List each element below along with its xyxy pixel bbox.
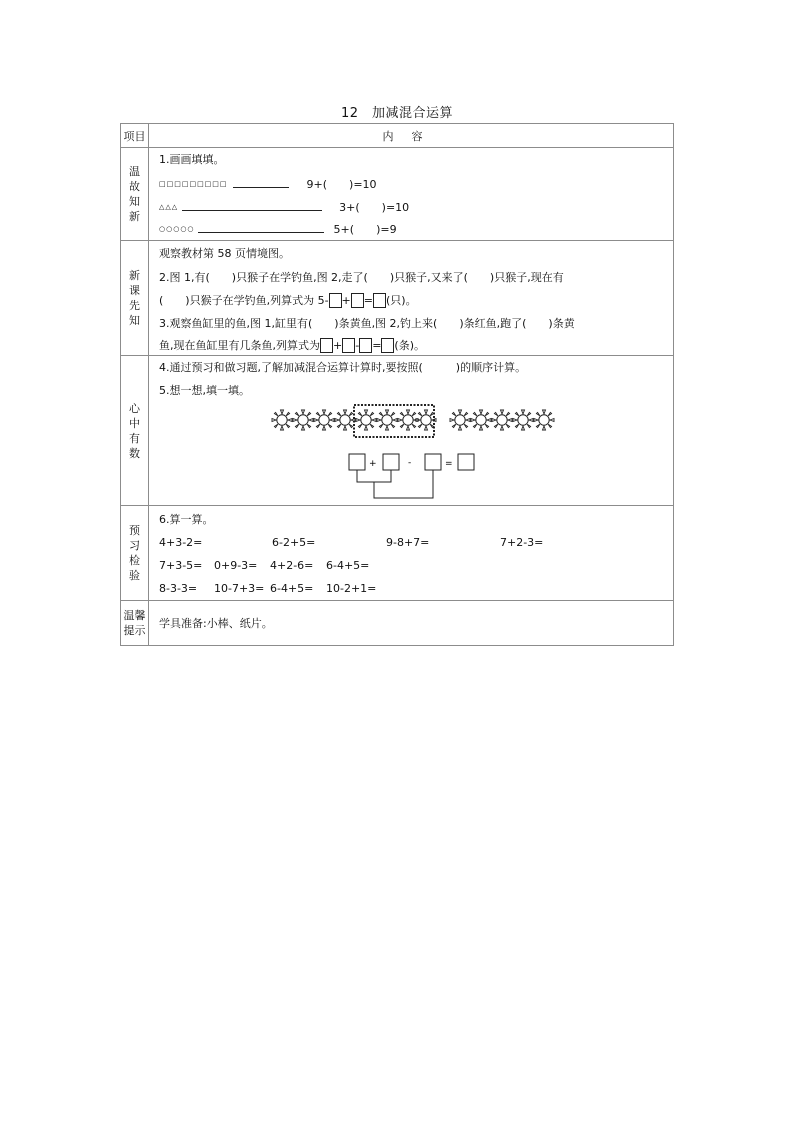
answer-blank-2[interactable] xyxy=(182,199,322,211)
answer-blank-1[interactable] xyxy=(233,176,289,188)
page-title: 12 加减混合运算 xyxy=(340,106,454,121)
sun-group-right xyxy=(450,410,554,430)
minus-sign: - xyxy=(408,458,412,468)
exercise-item: 4+3-2= xyxy=(159,536,203,549)
tip-text: 学具准备:小棒、纸片。 xyxy=(159,617,273,630)
plus-sign: + xyxy=(369,459,377,469)
mind-line-1: 4.通过预习和做习题,了解加减混合运算计算时,要按照( )的顺序计算。 xyxy=(159,361,527,374)
equals-sign: = xyxy=(372,339,382,352)
new-line-1: 观察教材第 58 页情境图。 xyxy=(159,247,290,260)
mind-line-2: 5.想一想,填一填。 xyxy=(159,384,250,397)
sun-icon xyxy=(450,410,470,430)
lesson-table xyxy=(120,123,674,646)
unit-text: (条)。 xyxy=(394,339,426,352)
equation-3-end: )=9 xyxy=(376,223,397,236)
circle-symbols: ○○○○○ xyxy=(159,225,195,233)
sun-icon xyxy=(314,410,334,430)
sun-icon xyxy=(416,410,436,430)
new-lesson-row xyxy=(121,241,673,356)
exercise-item: 10-2+1= xyxy=(326,582,377,595)
plus-sign: + xyxy=(333,339,343,352)
minus-sign: - xyxy=(355,339,360,352)
sun-icon xyxy=(398,410,418,430)
sun-icon xyxy=(513,410,533,430)
new-line-5 xyxy=(159,338,425,353)
exercise-item: 9-8+7= xyxy=(386,536,430,549)
exercise-item: 10-7+3= xyxy=(214,582,265,595)
check-label: 预习检验 xyxy=(129,524,140,582)
plus-sign: + xyxy=(341,294,351,307)
sun-icon xyxy=(335,410,355,430)
new-line-5-text: 鱼,现在鱼缸里有几条鱼,列算式为 xyxy=(159,339,320,352)
answer-box[interactable] xyxy=(359,338,372,353)
header-item-label: 项目 xyxy=(123,129,146,143)
sun-group-middle xyxy=(356,410,436,430)
sun-icon xyxy=(293,410,313,430)
review-row-3 xyxy=(159,221,397,237)
sun-icon xyxy=(534,410,554,430)
square-symbols: □□□□□□□□□ xyxy=(159,180,228,188)
equation-diagram xyxy=(345,452,485,504)
check-heading: 6.算一算。 xyxy=(159,513,214,526)
check-row xyxy=(121,506,673,601)
mind-label: 心中有数 xyxy=(129,401,140,460)
tip-row xyxy=(121,601,673,645)
exercise-item: 6-4+5= xyxy=(270,582,314,595)
exercise-item: 8-3-3= xyxy=(159,582,198,595)
triangle-symbols: △△△ xyxy=(159,203,179,211)
answer-box xyxy=(349,454,365,470)
sun-icon xyxy=(471,410,491,430)
sun-icon xyxy=(272,410,292,430)
exercise-item: 4+2-6= xyxy=(270,559,314,572)
equation-3-start: 5+( xyxy=(333,223,355,236)
new-line-4: 3.观察鱼缸里的鱼,图 1,缸里有( )条黄鱼,图 2,钓上来( )条红鱼,跑了( )条黄 xyxy=(159,317,575,330)
equation-2-start: 3+( xyxy=(339,201,360,214)
sun-figure xyxy=(268,402,558,442)
equals-sign: = xyxy=(445,459,453,469)
new-line-3 xyxy=(159,293,417,308)
unit-text: (只)。 xyxy=(385,294,417,307)
new-line-2: 2.图 1,有( )只猴子在学钓鱼,图 2,走了( )只猴子,又来了( )只猴子,现在有 xyxy=(159,271,564,284)
exercise-item: 0+9-3= xyxy=(214,559,258,572)
sun-icon xyxy=(356,410,376,430)
answer-box[interactable] xyxy=(342,338,355,353)
review-label: 温故知新 xyxy=(129,165,140,223)
bracket-line xyxy=(357,470,391,482)
equation-1-end: )=10 xyxy=(349,178,377,191)
table-header-row xyxy=(121,124,673,148)
answer-box xyxy=(383,454,399,470)
exercise-item: 6-4+5= xyxy=(326,559,370,572)
exercise-item: 7+3-5= xyxy=(159,559,203,572)
new-lesson-label: 新课先知 xyxy=(129,269,140,327)
bracket-line xyxy=(374,470,433,498)
sun-group-left xyxy=(272,410,355,430)
tip-label: 温馨提示 xyxy=(123,609,146,637)
answer-box[interactable] xyxy=(373,293,386,308)
header-content-label: 内容 xyxy=(382,130,441,143)
answer-box xyxy=(425,454,441,470)
review-row-1 xyxy=(159,176,377,192)
exercise-item: 7+2-3= xyxy=(500,536,544,549)
answer-box[interactable] xyxy=(329,293,342,308)
equals-sign: = xyxy=(363,294,373,307)
sun-icon xyxy=(377,410,397,430)
equation-1-start: 9+( xyxy=(306,178,328,191)
answer-box[interactable] xyxy=(381,338,394,353)
new-line-3-text: ( )只猴子在学钓鱼,列算式为 5- xyxy=(159,294,329,307)
review-row xyxy=(121,148,673,241)
answer-box[interactable] xyxy=(320,338,333,353)
sun-icon xyxy=(492,410,512,430)
exercise-item: 6-2+5= xyxy=(272,536,316,549)
answer-box[interactable] xyxy=(351,293,364,308)
answer-blank-3[interactable] xyxy=(198,221,324,233)
review-heading: 1.画画填填。 xyxy=(159,153,225,166)
mind-row xyxy=(121,356,673,506)
equation-2-end: )=10 xyxy=(381,201,410,214)
review-row-2 xyxy=(159,199,409,215)
answer-box xyxy=(458,454,474,470)
